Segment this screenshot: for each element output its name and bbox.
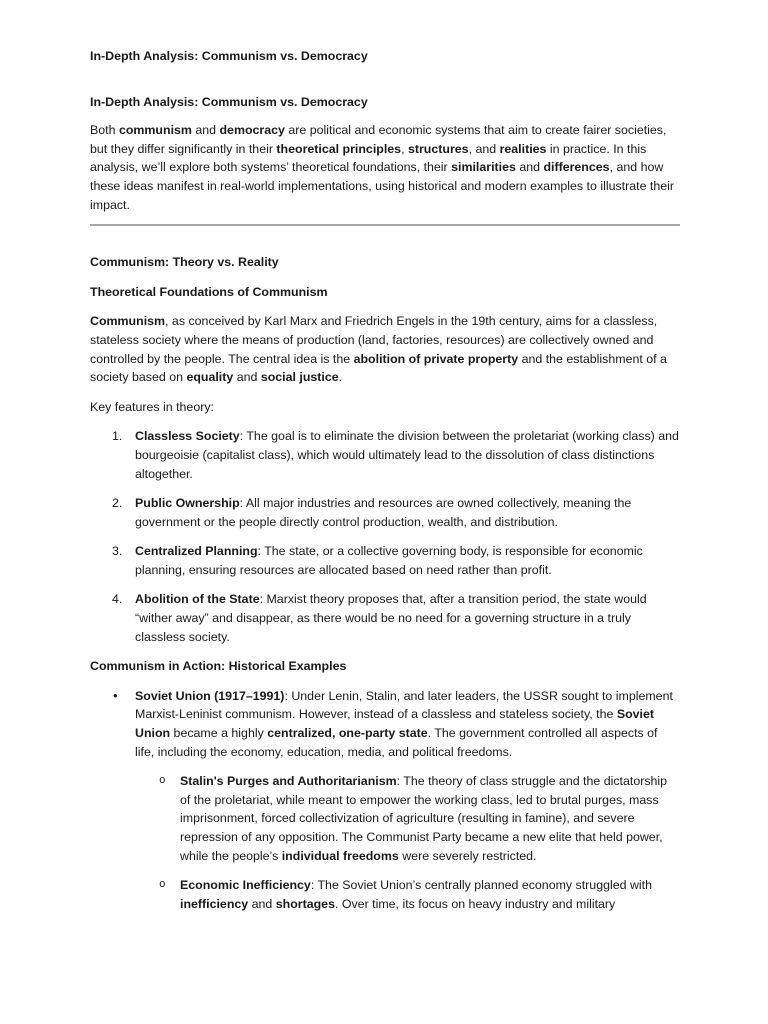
section-title: Communism: Theory vs. Reality [90, 255, 279, 270]
list-item-purges [135, 772, 680, 865]
foundations-paragraph: Communism, as conceived by Karl Marx and Friedrich Engels in the 19th century, aims for a classless, stateless society where the means of production (land, factories, resources) are collectively owned and controlled by the people. The central idea is the abolition of private property and the establishment of a society based on equality and social justice. [90, 314, 667, 385]
list-item [90, 542, 680, 579]
list-item [90, 494, 680, 531]
sub-bullet-icon: o [159, 879, 166, 892]
soviet-paragraph: Soviet Union (1917–1991): Under Lenin, Stalin, and later leaders, the USSR sought to implement Marxist-Leninist communism. However, instead of a classless and stateless society, the Soviet Union became a highly centralized, one-party state. The government controlled all aspects of life, including the economy, education, media, and political freedoms. [135, 688, 673, 759]
feature-title: Centralized Planning [135, 544, 258, 559]
feature-title: Classless Society [135, 429, 240, 444]
sub-bullet-icon: o [159, 775, 166, 788]
list-number: 4. [112, 592, 123, 607]
subsection-title-action: Communism in Action: Historical Examples [90, 659, 347, 674]
intro-paragraph: Both communism and democracy are political and economic systems that aim to create fairer societies, but they differ significantly in their theoretical principles, structures, and realities in practice. In this analysis, we’ll explore both systems’ theoretical foundations, their similarities and differences, and how these ideas manifest in real-world implementations, using historical and modern examples to illustrate their impact. [90, 123, 675, 212]
document-body [90, 47, 680, 924]
feature-text: : The state, or a collective governing body, is responsible for economic planning, ensuring resources are allocated based on need rather than profit. [135, 544, 643, 577]
main-heading: In-Depth Analysis: Communism vs. Democracy [90, 94, 368, 109]
list-item [90, 427, 680, 483]
feature-text: : The goal is to eliminate the division between the proletariat (working class) and bourgeoisie (capitalist class), which would ultimately lead to the dissolution of class distinctions altogether. [135, 429, 679, 481]
feature-title: Abolition of the State [135, 592, 260, 607]
purges-paragraph: Stalin's Purges and Authoritarianism: The theory of class struggle and the dictatorship of the proletariat, while meant to empower the working class, led to brutal purges, mass imprisonment, forced collectivization of agriculture (resulting in famine), and severe repression of any opposition. The Communist Party became a new elite that held power, while the people’s individual freedoms were severely restricted. [180, 774, 668, 863]
list-item [90, 590, 680, 646]
list-item-inefficiency [135, 876, 680, 913]
list-number: 3. [112, 544, 123, 559]
features-list [90, 427, 680, 646]
page-title: In-Depth Analysis: Communism vs. Democracy [90, 49, 368, 63]
key-features-label: Key features in theory: [90, 399, 214, 414]
soviet-sublist [135, 772, 680, 913]
bullet-icon: • [113, 687, 118, 703]
feature-text: : All major industries and resources are owned collectively, meaning the government or the people directly control production, wealth, and distribution. [135, 496, 632, 529]
subsection-title-foundations: Theoretical Foundations of Communism [90, 284, 328, 299]
inefficiency-paragraph: Economic Inefficiency: The Soviet Union’s centrally planned economy struggled with inefficiency and shortages. Over time, its focus on heavy industry and military [180, 878, 652, 911]
list-number: 2. [112, 496, 123, 511]
feature-text: : Marxist theory proposes that, after a transition period, the state would “wither away” and disappear, as there would be no need for a governing structure in a truly classless society. [135, 592, 647, 644]
list-item-soviet-union [90, 687, 680, 914]
examples-list [90, 687, 680, 914]
horizontal-rule [90, 224, 680, 226]
feature-title: Public Ownership [135, 496, 240, 511]
list-number: 1. [112, 429, 123, 444]
